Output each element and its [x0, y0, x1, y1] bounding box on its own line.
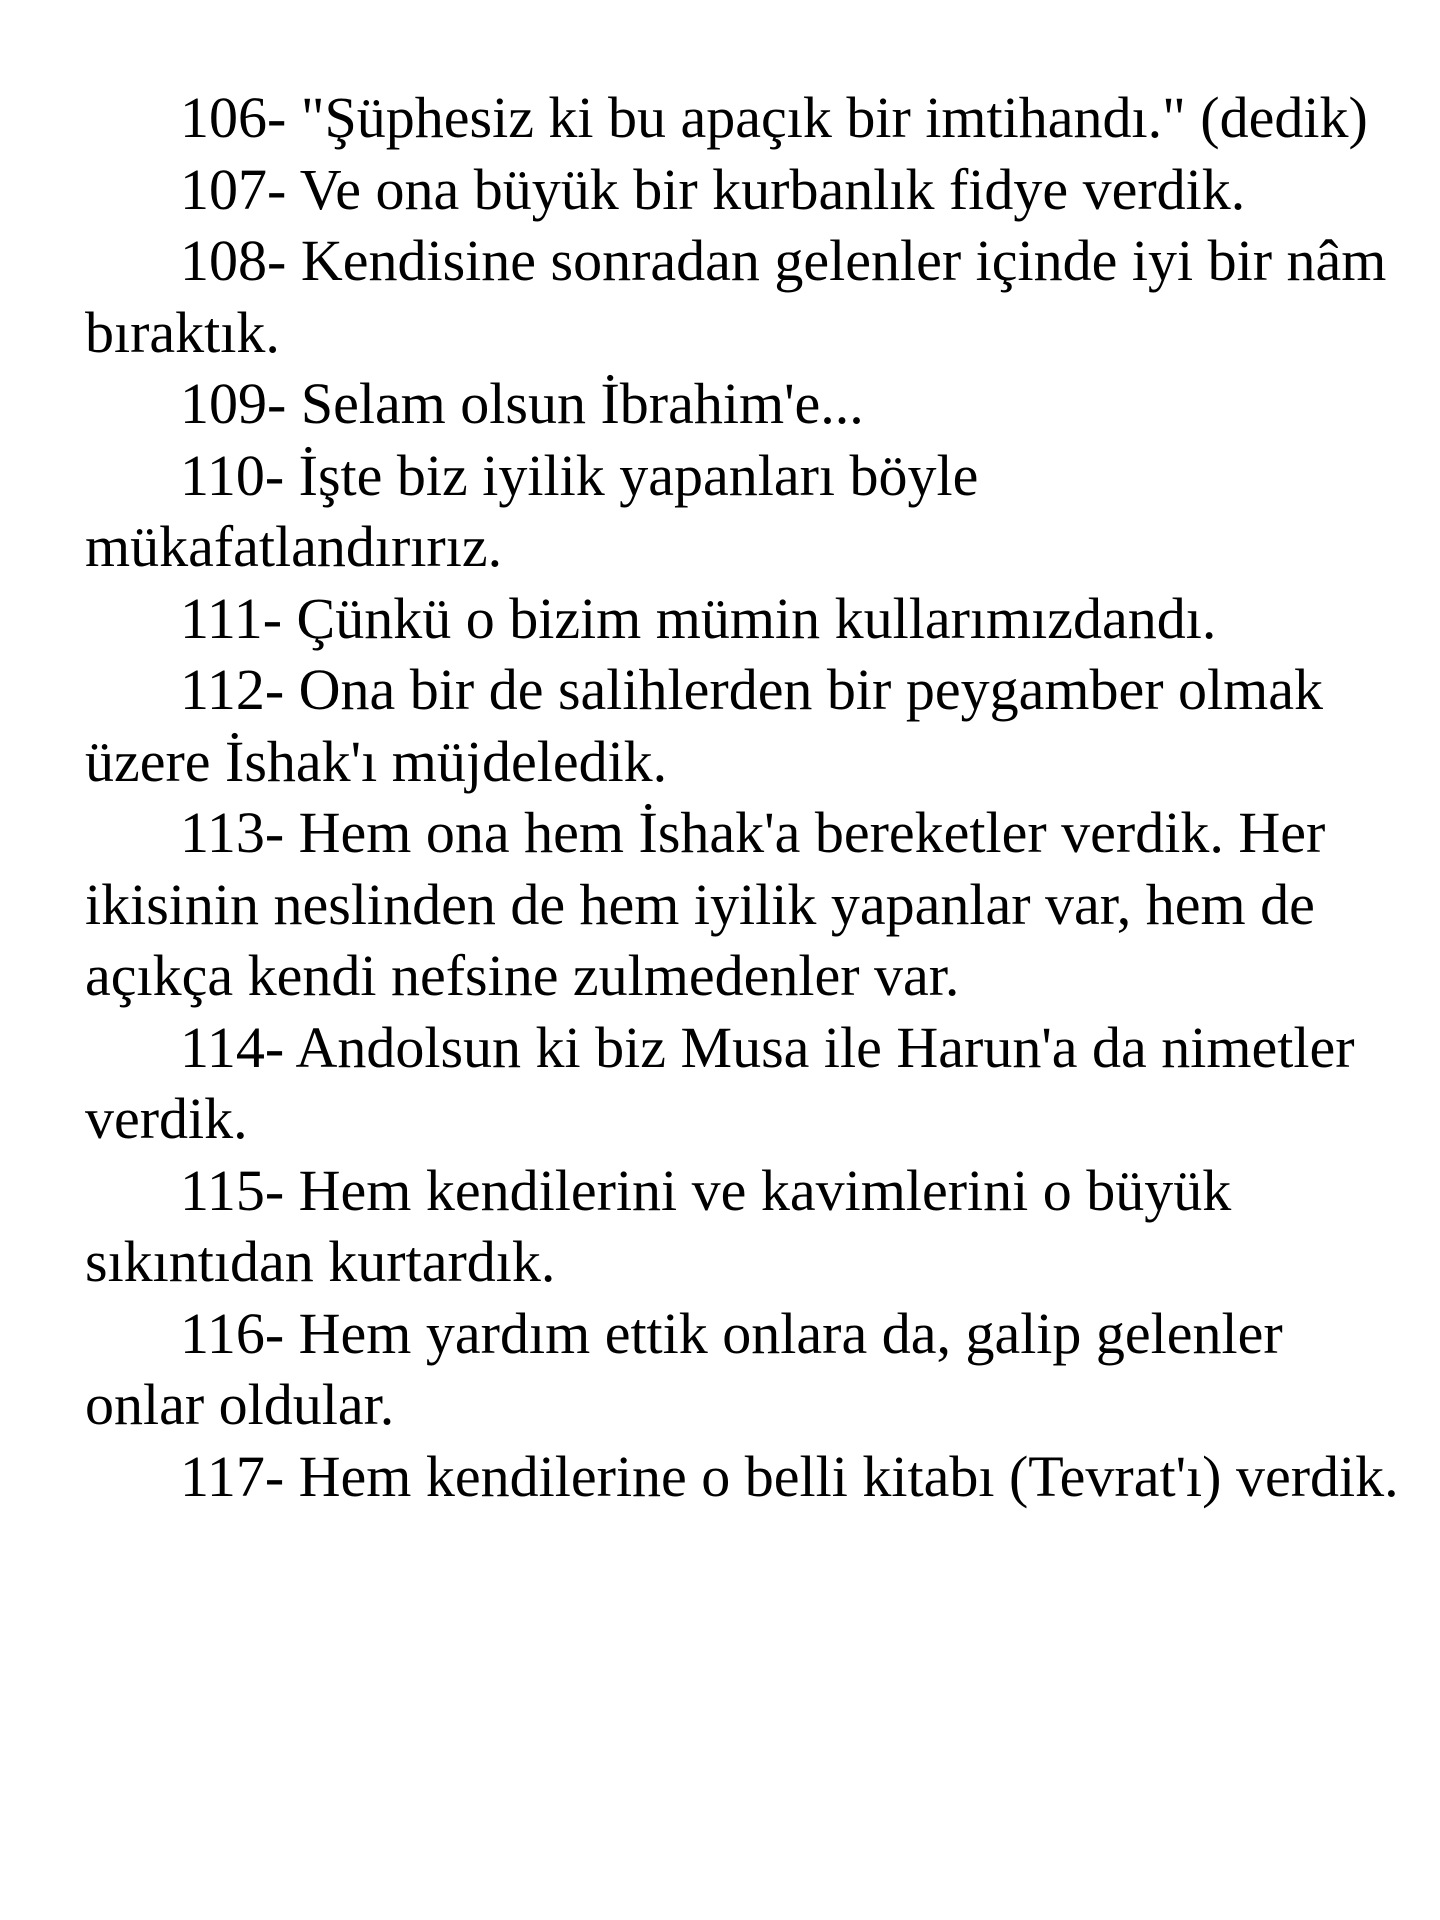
- verse-text: Hem kendilerini ve kavimlerini o büyük sıkıntıdan kurtardık.: [85, 1157, 1232, 1294]
- verse-number: 113-: [180, 800, 285, 865]
- verse-number: 112-: [180, 657, 285, 722]
- verse-115: [85, 1155, 1400, 1298]
- verse-112: [85, 654, 1400, 797]
- verse-text: Kendisine sonradan gelenler içinde iyi bir nâm bıraktık.: [85, 228, 1387, 365]
- verse-text: Ve ona büyük bir kurbanlık fidye verdik.: [299, 156, 1246, 222]
- verse-text: Andolsun ki biz Musa ile Harun'a da nimetler verdik.: [85, 1014, 1355, 1151]
- verse-113: [85, 797, 1400, 1012]
- verse-number: 117-: [180, 1443, 285, 1509]
- verse-109: [85, 368, 1400, 440]
- verse-number: 115-: [180, 1157, 285, 1223]
- verse-text: Selam olsun İbrahim'e...: [300, 371, 864, 436]
- verse-text: Ona bir de salihlerden bir peygamber olmak üzere İshak'ı müjdeledik.: [85, 657, 1323, 794]
- verse-108: [85, 225, 1400, 368]
- verse-text: Hem kendilerine o belli kitabı (Tevrat'ı) verdik.: [298, 1443, 1399, 1509]
- verse-number: 106-: [180, 85, 287, 150]
- verse-number: 109-: [180, 371, 287, 436]
- verse-number: 110-: [180, 442, 285, 508]
- verse-number: 111-: [180, 585, 283, 651]
- verse-114: [85, 1012, 1400, 1155]
- verse-106: [85, 82, 1400, 154]
- verse-text: Hem ona hem İshak'a bereketler verdik. Her ikisinin neslinden de hem iyilik yapanlar var, hem de açıkça kendi nefsine zulmedenler var.: [85, 800, 1326, 1008]
- verse-117: [85, 1441, 1400, 1513]
- verse-text: Hem yardım ettik onlara da, galip gelenler onlar oldular.: [85, 1300, 1283, 1437]
- verse-111: [85, 583, 1400, 655]
- verse-number: 114-: [180, 1014, 285, 1080]
- verse-number: 108-: [180, 228, 287, 293]
- verse-107: [85, 154, 1400, 226]
- verse-number: 107-: [180, 156, 287, 222]
- verse-110: [85, 440, 1400, 583]
- verse-116: [85, 1298, 1400, 1441]
- verse-text: Çünkü o bizim mümin kullarımızdandı.: [296, 585, 1217, 651]
- verse-text: İşte biz iyilik yapanları böyle mükafatlandırırız.: [85, 442, 979, 579]
- verse-number: 116-: [180, 1300, 285, 1366]
- verse-text: "Şüphesiz ki bu apaçık bir imtihandı." (dedik): [300, 85, 1368, 150]
